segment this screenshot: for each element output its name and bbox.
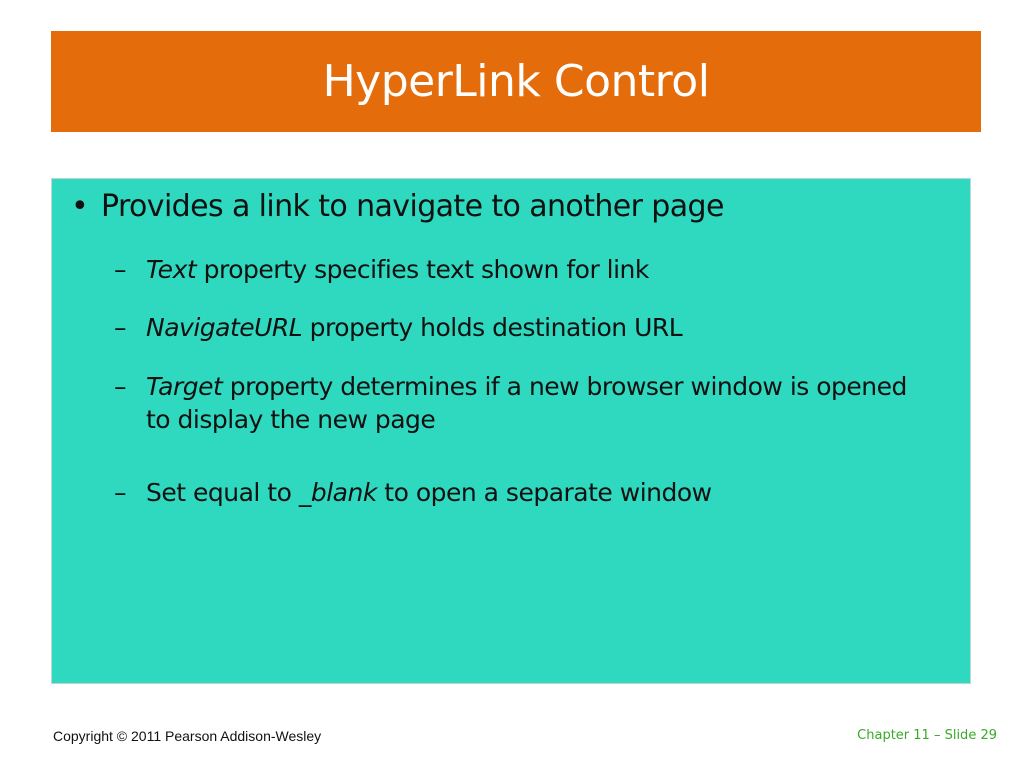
bullet-item — [59, 189, 950, 225]
sub-bullet-item — [114, 370, 910, 436]
dash-icon: – — [114, 255, 126, 284]
bullet-icon: • — [71, 189, 89, 224]
bullet-text: Provides a link to navigate to another page — [101, 189, 724, 224]
bullet-list — [52, 179, 970, 683]
sub-bullet-text — [146, 476, 910, 509]
sub-bullet-item — [114, 311, 910, 344]
slide-title-bar — [51, 31, 981, 132]
sub-bullet-item — [114, 476, 910, 509]
sub-bullet-emphasis: Text — [146, 255, 197, 284]
footer-copyright: Copyright © 2011 Pearson Addison-Wesley — [53, 728, 322, 744]
sub-bullet-text — [146, 253, 910, 286]
sub-bullet-text — [146, 370, 910, 436]
sub-bullet-emphasis: _blank — [298, 478, 377, 507]
content-box — [51, 178, 971, 684]
sub-bullet-item — [114, 253, 910, 286]
sub-bullet-text — [146, 311, 910, 344]
sub-bullet-rest: property holds destination URL — [302, 313, 683, 342]
sub-bullet-emphasis: Target — [146, 372, 223, 401]
sub-bullet-rest: to open a separate window — [376, 478, 712, 507]
sub-bullet-pre: Set equal to — [146, 478, 299, 507]
dash-icon: – — [114, 313, 126, 342]
slide-title: HyperLink Control — [322, 55, 710, 107]
sub-bullet-emphasis: NavigateURL — [146, 313, 303, 342]
sub-bullet-rest: property specifies text shown for link — [196, 255, 649, 284]
dash-icon: – — [114, 372, 126, 401]
footer-slide-number: Chapter 11 – Slide 29 — [857, 728, 997, 743]
sub-bullet-rest: property determines if a new browser window is opened to display the new page — [146, 372, 907, 434]
dash-icon: – — [114, 478, 126, 507]
